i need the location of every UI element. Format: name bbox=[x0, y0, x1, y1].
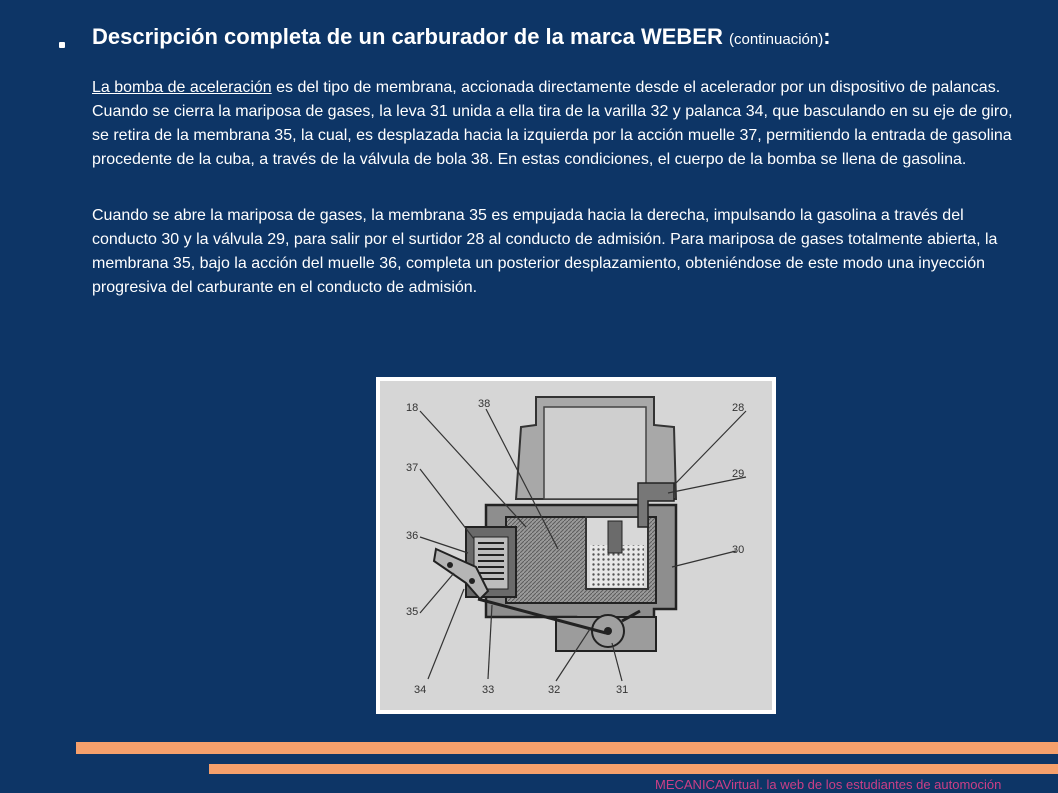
title-suffix: (continuación) bbox=[728, 31, 824, 48]
label-29: 29 bbox=[732, 468, 745, 480]
label-38: 38 bbox=[478, 398, 491, 410]
carburetor-diagram bbox=[376, 377, 776, 714]
slide-title bbox=[92, 22, 1042, 55]
label-33: 33 bbox=[482, 684, 495, 696]
label-18: 18 bbox=[406, 402, 419, 414]
paragraph-pump bbox=[92, 76, 1027, 172]
footer-credit: MECANICAVirtual. la web de los estudiantes de automoción bbox=[655, 777, 1002, 792]
label-36: 36 bbox=[406, 530, 419, 542]
carburetor-drawing bbox=[376, 377, 776, 714]
paragraph-pump-text: es del tipo de membrana, accionada directamente desde el acelerador por un dispositivo de palancas. Cuando se cierra la mariposa de gases, la leva 31 unida a ella tira de la varilla 32 y palanca 34, que basculando en su eje de giro, se retira de la membrana 35, la cual, es desplazada hacia la izquierda por la acción muelle 37, permitiendo la entrada de gasolina procedente de la cuba, a través de la válvula de bola 38. En estas condiciones, el cuerpo de la bomba se llena de gasolina. bbox=[92, 79, 1013, 168]
paragraph-open-throttle: Cuando se abre la mariposa de gases, la membrana 35 es empujada hacia la derecha, impulsando la gasolina a través del conducto 30 y la válvula 29, para salir por el surtidor 28 al conducto de admisión. Para mariposa de gases totalmente abierta, la membrana 35, bajo la acción del muelle 36, completa un posterior desplazamiento, obteniéndose de este modo una inyección progresiva del carburante en el conducto de admisión. bbox=[92, 207, 998, 296]
accent-bar-top bbox=[76, 742, 1058, 754]
label-30: 30 bbox=[732, 544, 745, 556]
title-main: Descripción completa de un carburador de la marca WEBER bbox=[92, 24, 723, 49]
accent-bar-bottom bbox=[209, 764, 1058, 774]
title-colon: : bbox=[823, 24, 831, 49]
label-32: 32 bbox=[548, 684, 561, 696]
label-37: 37 bbox=[406, 462, 419, 474]
pump-link[interactable]: La bomba de aceleración bbox=[92, 79, 272, 96]
label-31: 31 bbox=[616, 684, 629, 696]
label-35: 35 bbox=[406, 606, 419, 618]
label-28: 28 bbox=[732, 402, 745, 414]
bullet-icon bbox=[59, 42, 65, 48]
label-34: 34 bbox=[414, 684, 427, 696]
